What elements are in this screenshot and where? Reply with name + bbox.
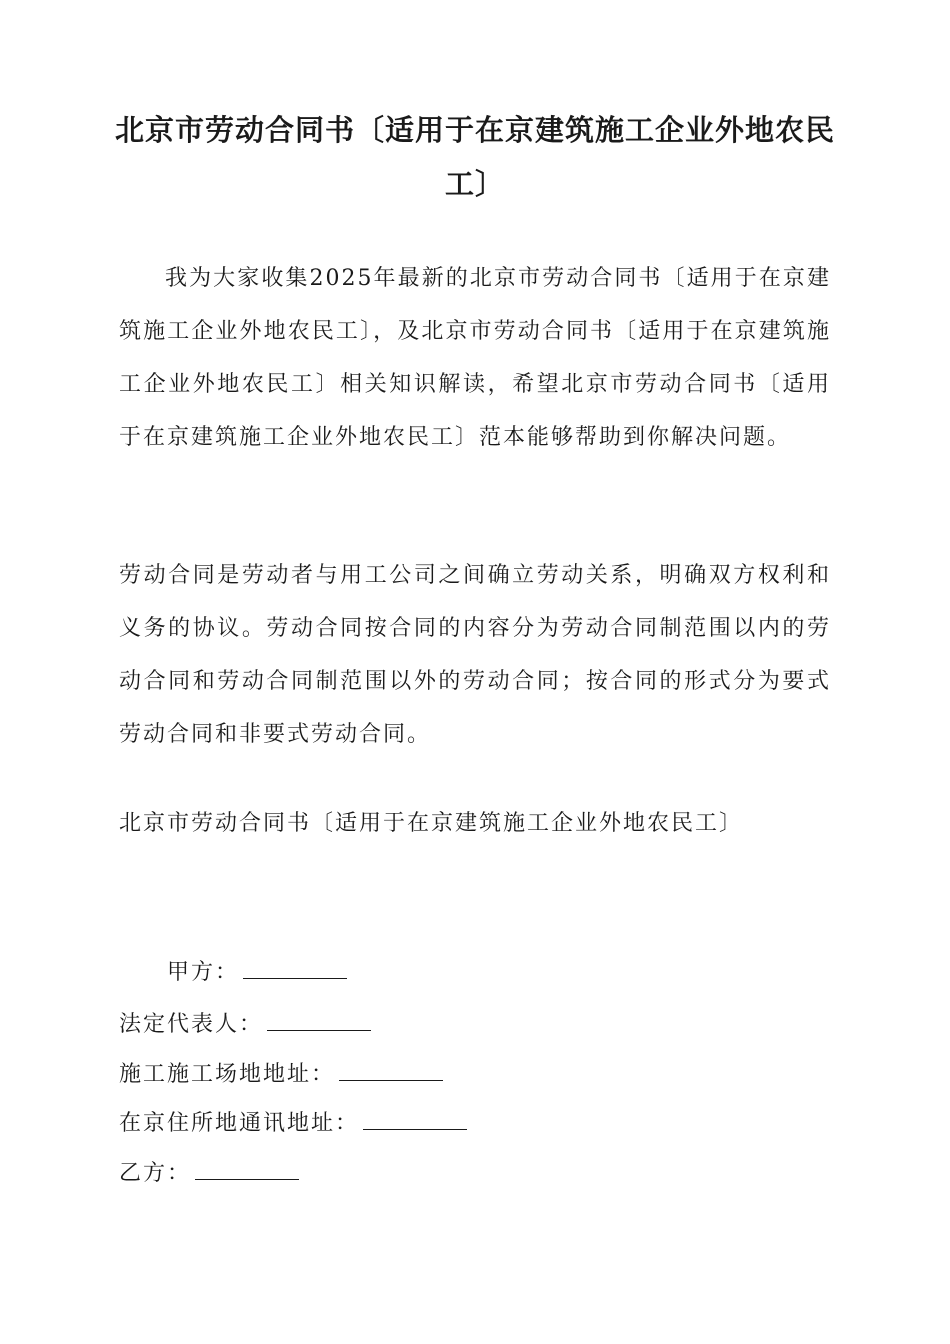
field-label: 在京住所地通讯地址： (119, 1111, 360, 1136)
field-party-a (167, 953, 347, 993)
field-party-b (119, 1154, 299, 1194)
contract-heading: 北京市劳动合同书〔适用于在京建筑施工企业外地农民工〕 (119, 811, 744, 836)
definition-paragraph: 劳动合同是劳动者与用工公司之间确立劳动关系，明确双方权利和义务的协议。劳动合同按合同的内容分为劳动合同制范围以内的劳动合同和劳动合同制范围以外的劳动合同；按合同的形式分为要式劳动合同和非要式劳动合同。 (119, 563, 831, 747)
blank-line (363, 1107, 467, 1130)
blank-line (195, 1157, 299, 1180)
document-title: 北京市劳动合同书〔适用于在京建筑施工企业外地农民工〕 (114, 113, 835, 201)
blank-line (243, 956, 347, 979)
blank-line (267, 1008, 371, 1031)
field-legal-representative (119, 1005, 371, 1045)
blank-line (339, 1058, 443, 1081)
field-label: 乙方： (119, 1161, 192, 1186)
field-label: 法定代表人： (119, 1012, 264, 1037)
field-label: 施工施工场地地址： (119, 1062, 336, 1087)
field-construction-site-address (119, 1055, 443, 1095)
field-label: 甲方： (167, 960, 240, 985)
intro-paragraph: 我为大家收集2025年最新的北京市劳动合同书〔适用于在京建筑施工企业外地农民工〕，及北京市劳动合同书〔适用于在京建筑施工企业外地农民工〕相关知识解读，希望北京市劳动合同书〔适用于在京建筑施工企业外地农民工〕范本能够帮助到你解决问题。 (119, 266, 831, 450)
field-beijing-mailing-address (119, 1104, 467, 1144)
